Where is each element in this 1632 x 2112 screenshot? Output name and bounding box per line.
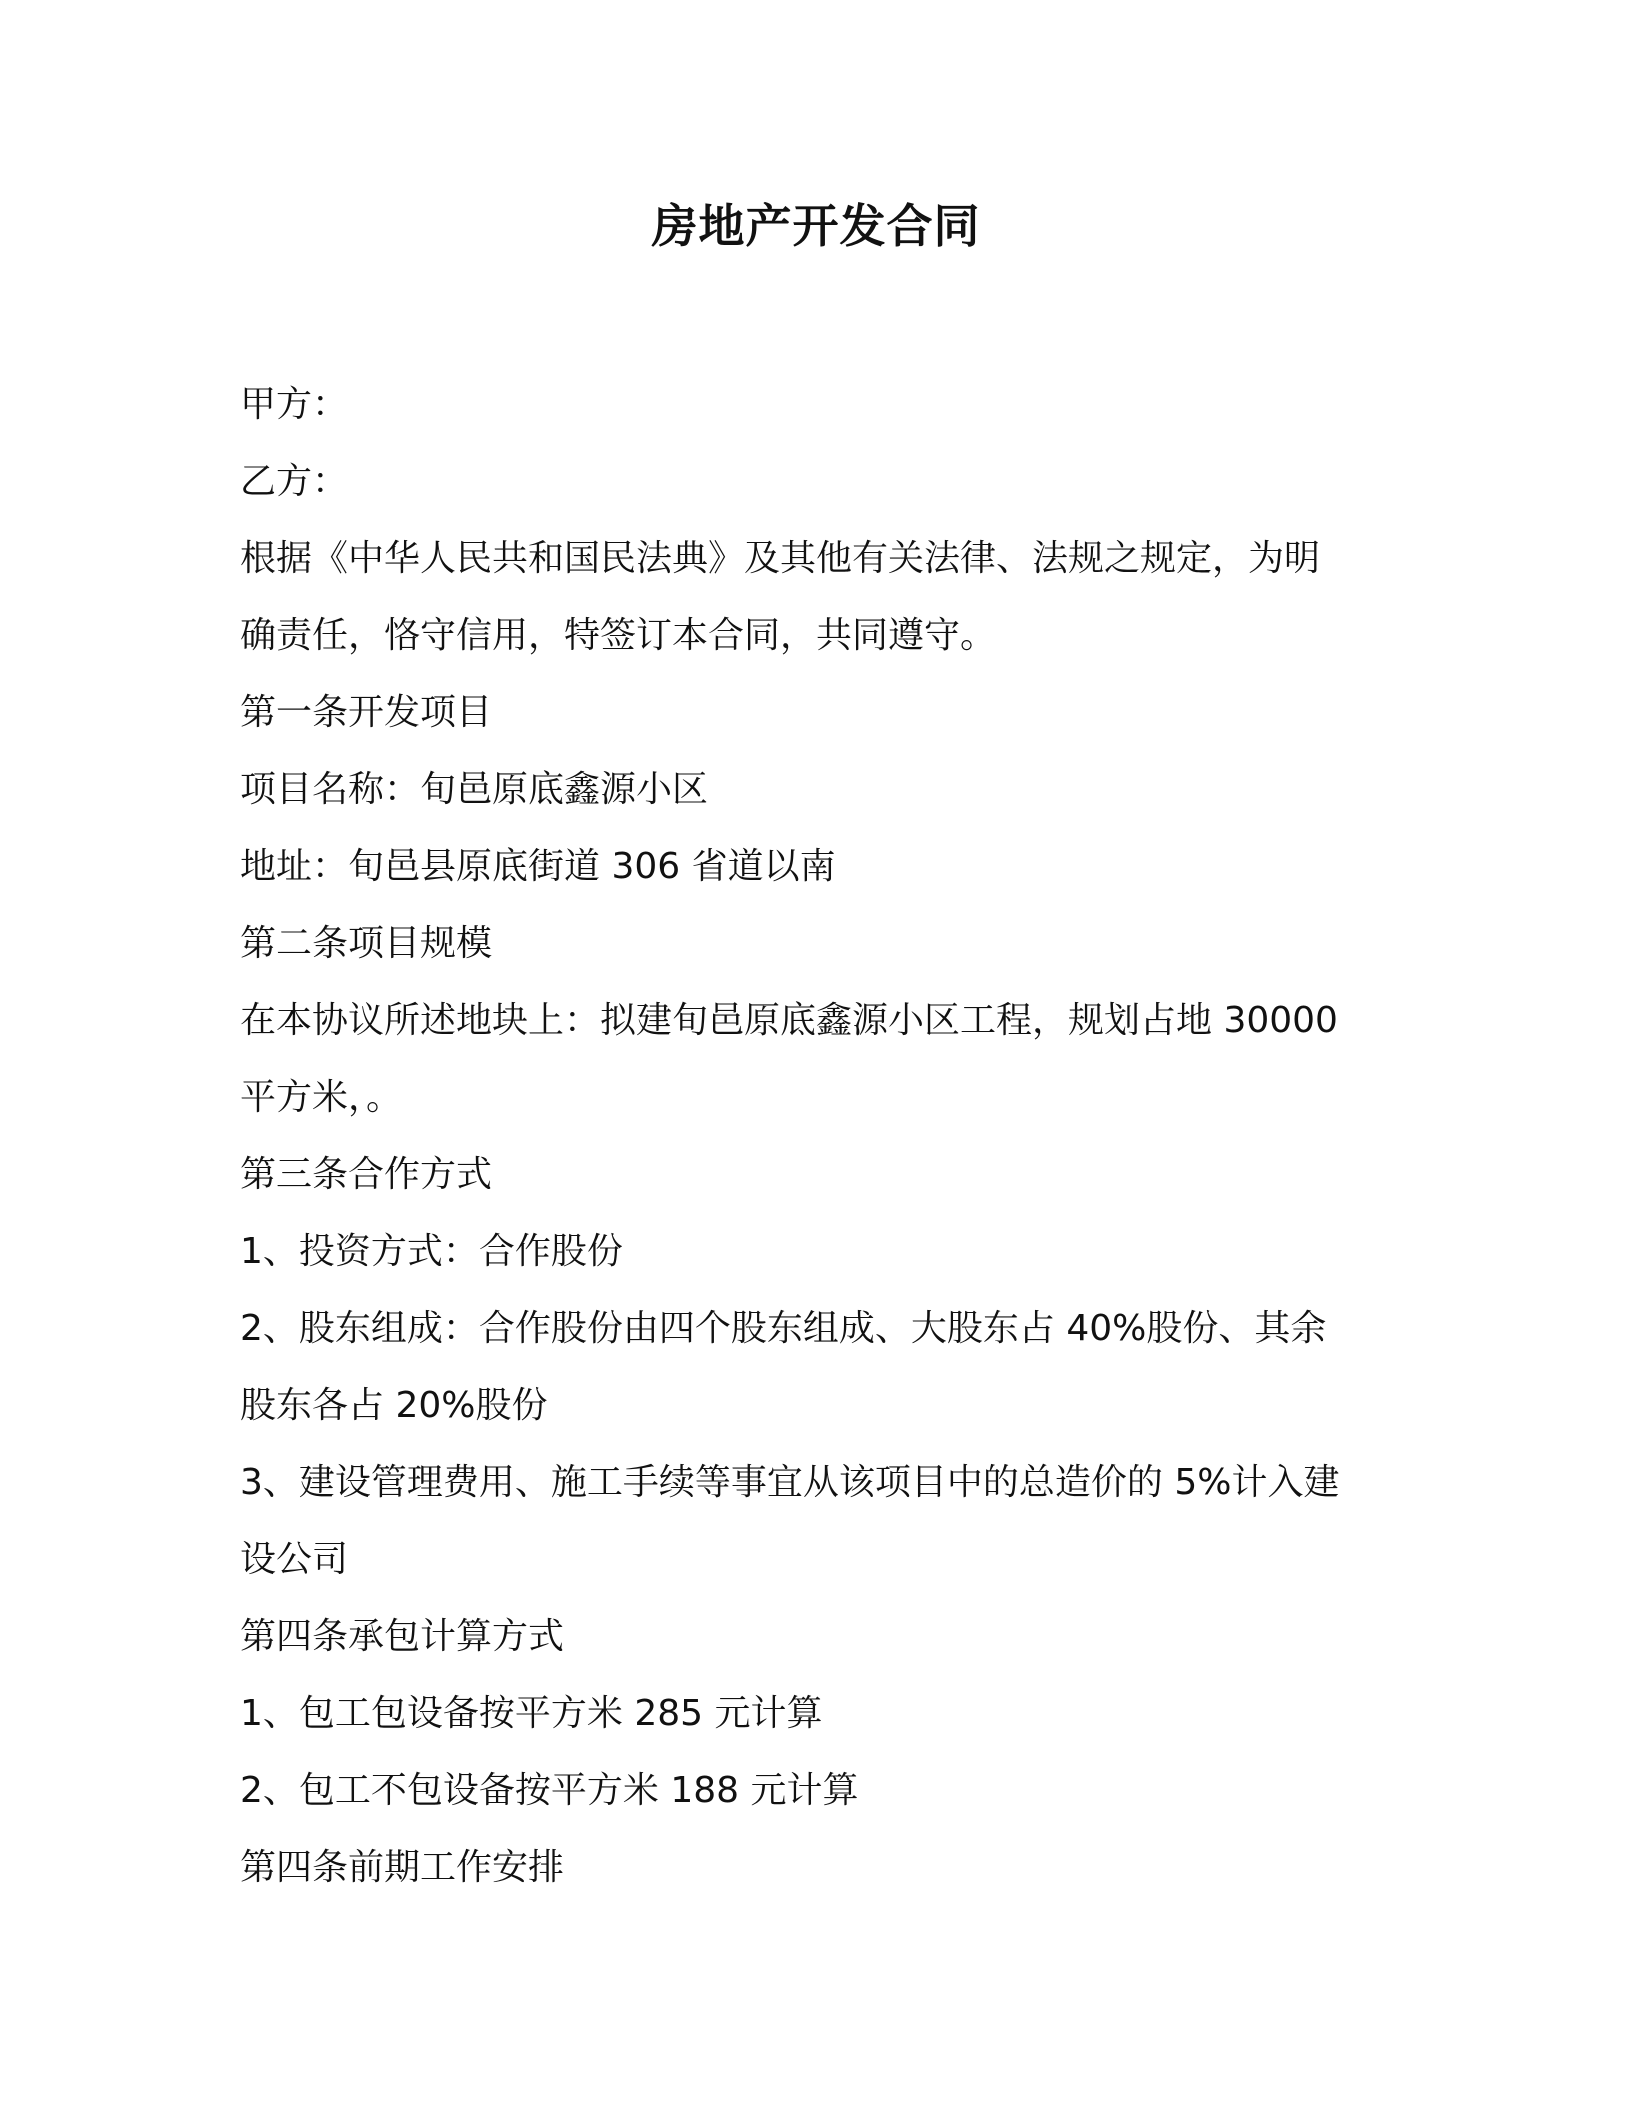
- contract-body: [240, 366, 1370, 1906]
- address-line: 地址：旬邑县原底街道 306 省道以南: [240, 846, 836, 887]
- party-a-line: 甲方：: [240, 384, 349, 425]
- scale-line-2: 平方米，。: [240, 1077, 403, 1118]
- cooperation-item-2-line-1: 2、股东组成：合作股份由四个股东组成、大股东占 40%股份、其余: [240, 1308, 1327, 1349]
- article-4-heading: 第四条承包计算方式: [240, 1616, 565, 1657]
- pricing-item-1: 1、包工包设备按平方米 285 元计算: [240, 1693, 823, 1734]
- article-3-heading: 第三条合作方式: [240, 1154, 493, 1195]
- preamble-line-2: 确责任，恪守信用，特签订本合同，共同遵守。: [240, 615, 997, 656]
- article-2-heading: 第二条项目规模: [240, 923, 493, 964]
- article-1-heading: 第一条开发项目: [240, 692, 493, 733]
- article-4b-heading: 第四条前期工作安排: [240, 1847, 565, 1888]
- party-b-line: 乙方：: [240, 461, 349, 502]
- preamble-line-1: 根据《中华人民共和国民法典》及其他有关法律、法规之规定，为明: [240, 538, 1321, 579]
- scale-line-1: 在本协议所述地块上：拟建旬邑原底鑫源小区工程，规划占地 30000: [240, 1000, 1338, 1041]
- cooperation-item-3-line-1: 3、建设管理费用、施工手续等事宜从该项目中的总造价的 5%计入建: [240, 1462, 1340, 1503]
- pricing-item-2: 2、包工不包设备按平方米 188 元计算: [240, 1770, 859, 1811]
- document-title: 房地产开发合同: [651, 199, 981, 253]
- project-name-line: 项目名称：旬邑原底鑫源小区: [240, 769, 709, 810]
- cooperation-item-1: 1、投资方式：合作股份: [240, 1231, 623, 1272]
- cooperation-item-3-line-2: 设公司: [240, 1539, 349, 1580]
- cooperation-item-2-line-2: 股东各占 20%股份: [240, 1385, 548, 1426]
